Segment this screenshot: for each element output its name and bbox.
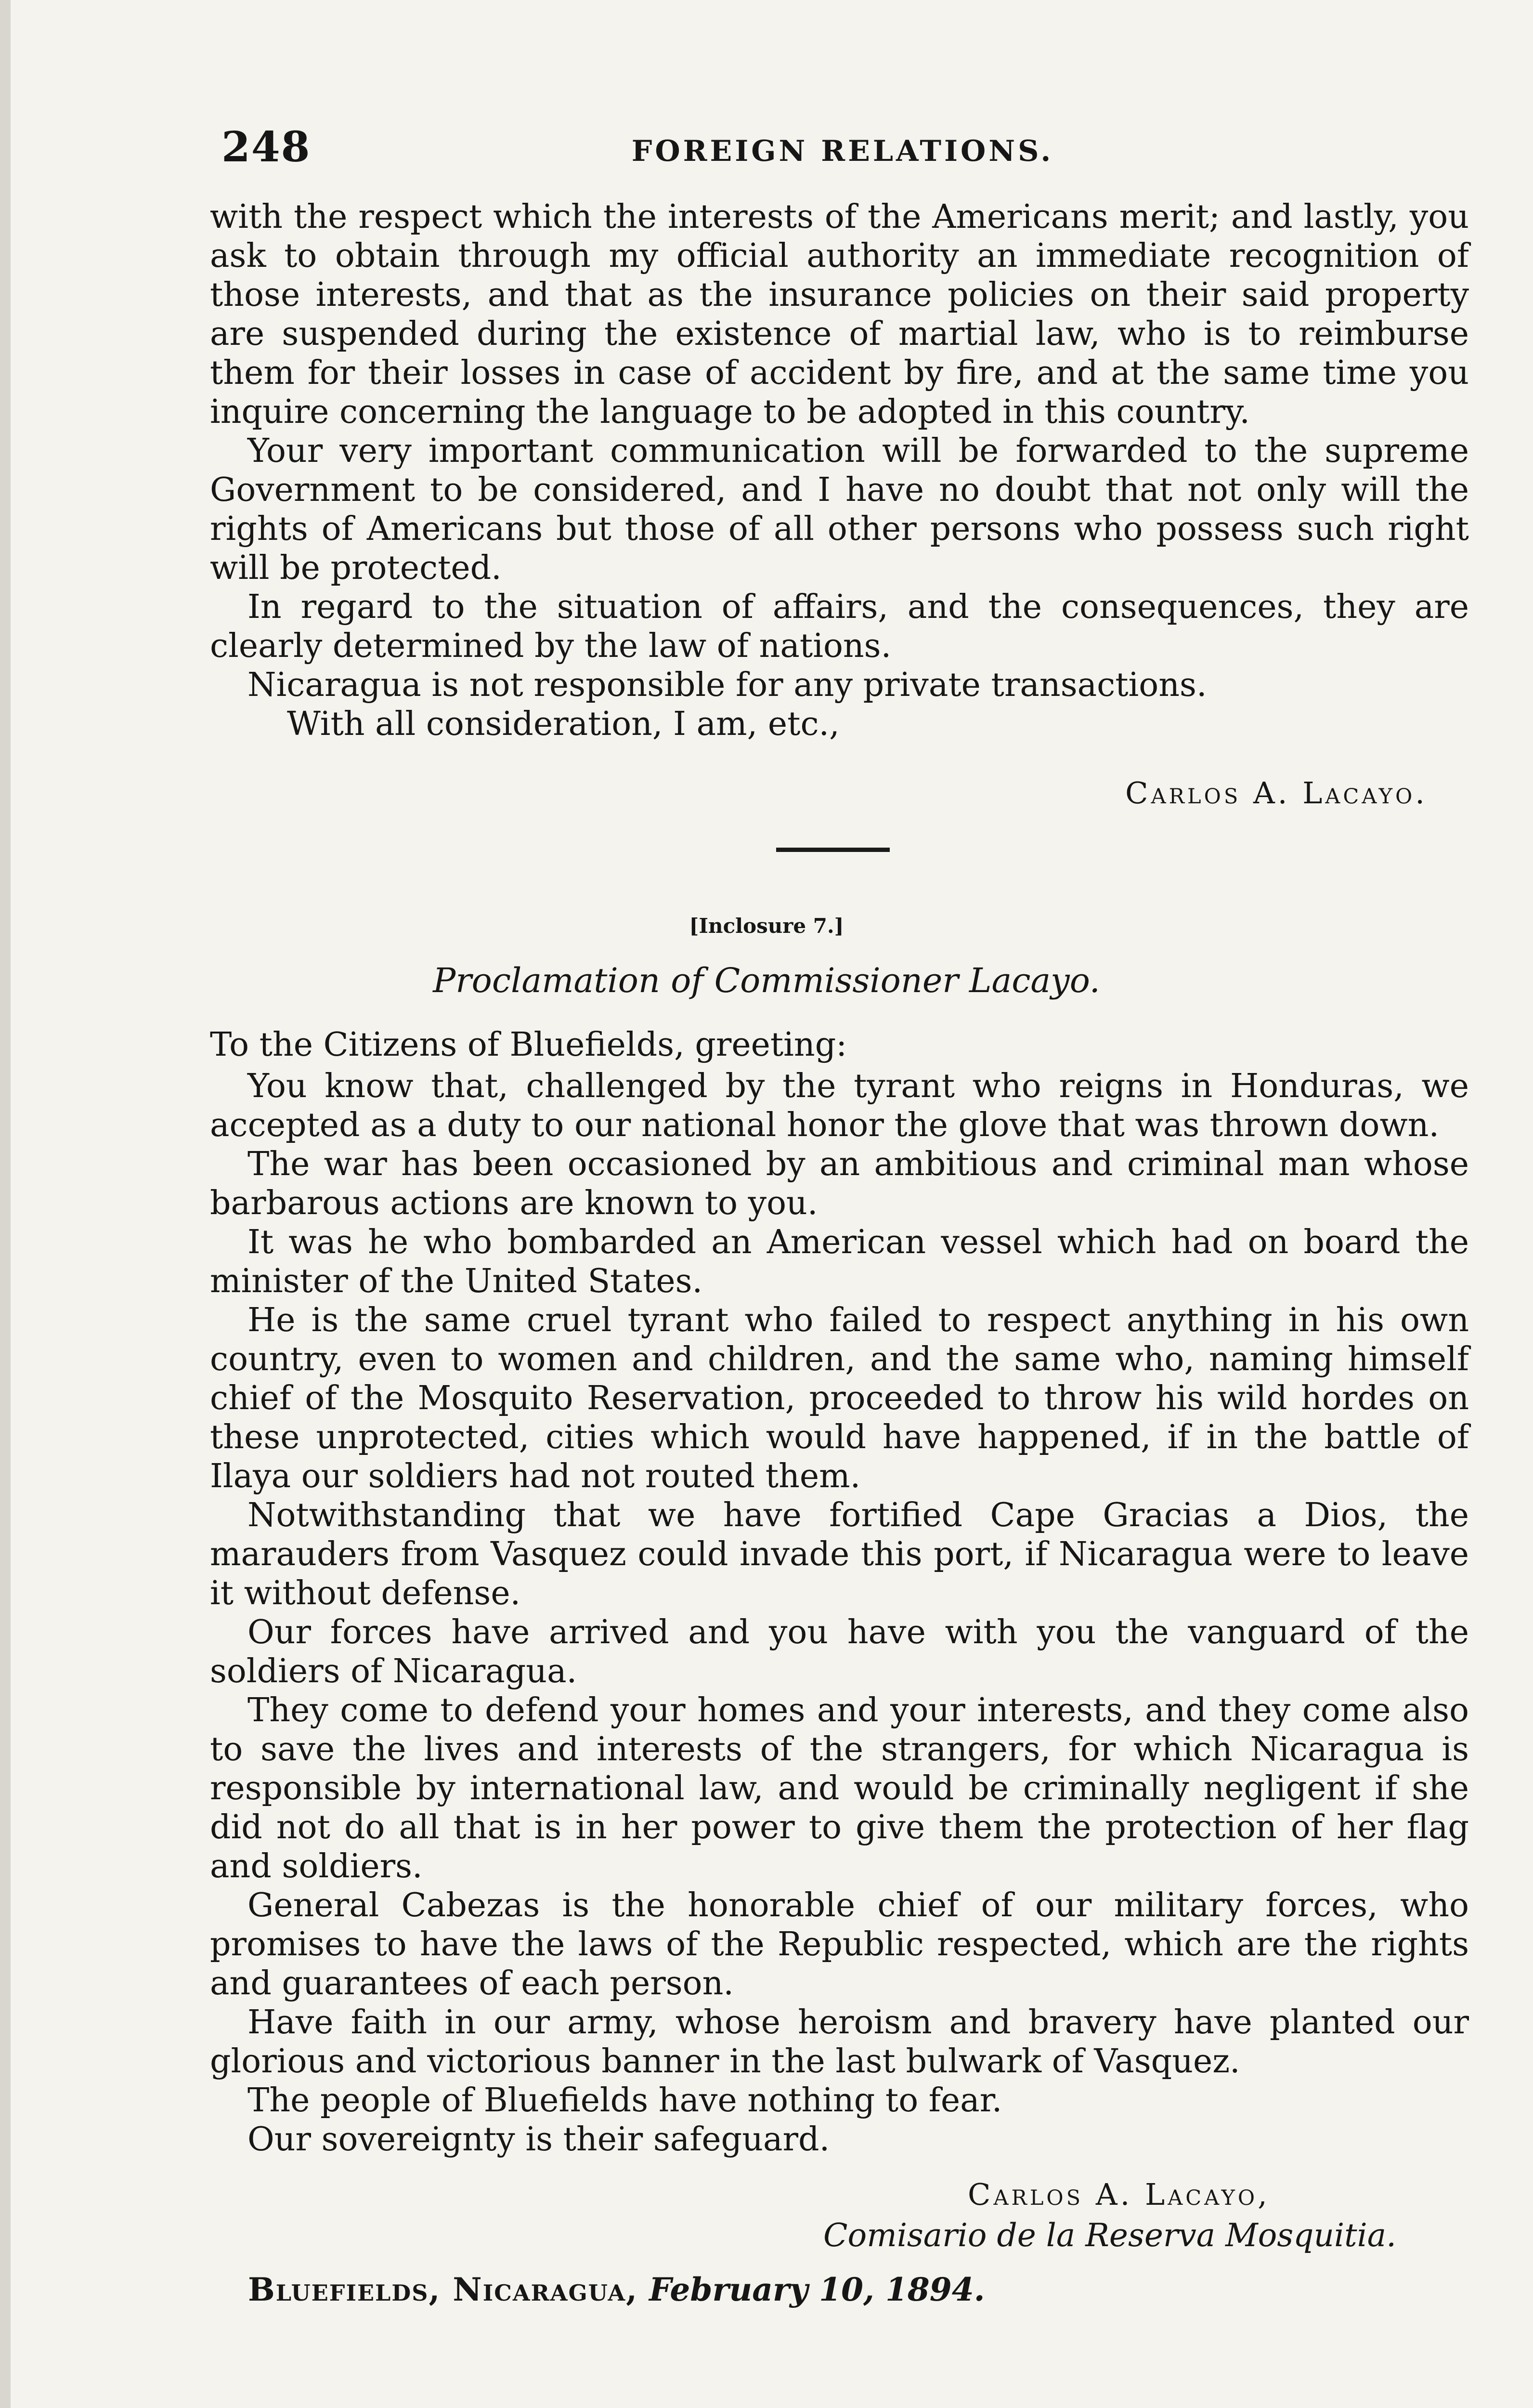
page-header	[212, 123, 1473, 176]
enclosure-label: [Inclosure 7.]	[689, 914, 844, 938]
letter-paragraph: Nicaragua is not responsible for any private transactions.	[247, 666, 1207, 704]
proclamation-paragraph: Notwithstanding that we have fortified Cape Gracias a Dios, the marauders from Vasquez could invade this port, if Nicaragua were to leave it without defense.	[210, 1496, 1469, 1612]
letter-signature: Carlos A. Lacayo.	[1125, 775, 1428, 811]
proclamation-body	[210, 1067, 1469, 2159]
section-divider	[776, 848, 890, 852]
running-title: FOREIGN RELATIONS.	[631, 134, 1054, 168]
letter-closing: With all consideration, I am, etc.,	[287, 705, 840, 743]
letter-paragraph: with the respect which the interests of the Americans merit; and lastly, you ask to obtain through my official authority an immediate recognition of those interests, and that as the insurance policies on their said property are suspended during the existence of martial law, who is to reimburse them for their losses in case of accident by fire, and at the same time you inquire concerning the language to be adopted in this country.	[210, 198, 1469, 431]
proclamation-paragraph: The war has been occasioned by an ambitious and criminal man whose barbarous actions are known to you.	[210, 1145, 1469, 1222]
proclamation-salutation: To the Citizens of Bluefields, greeting:	[210, 1026, 847, 1064]
scan-edge-left	[0, 0, 11, 2408]
dateline	[248, 2271, 985, 2308]
proclamation-signature-title: Comisario de la Reserva Mosquitia.	[823, 2217, 1397, 2254]
proclamation-paragraph: You know that, challenged by the tyrant who reigns in Honduras, we accepted as a duty to our national honor the glove that was thrown down.	[210, 1067, 1469, 1144]
proclamation-signature-name: Carlos A. Lacayo,	[968, 2177, 1270, 2212]
page-number: 248	[221, 123, 311, 171]
proclamation-paragraph: The people of Bluefields have nothing to fear.	[247, 2081, 1002, 2120]
letter-paragraph: In regard to the situation of affairs, and the consequences, they are clearly determined by the law of nations.	[210, 588, 1469, 665]
proclamation-paragraph: Have faith in our army, whose heroism and bravery have planted our glorious and victorious banner in the last bulwark of Vasquez.	[210, 2003, 1469, 2081]
proclamation-title: Proclamation of Commissioner Lacayo.	[433, 961, 1100, 1000]
proclamation-paragraph: He is the same cruel tyrant who failed to respect anything in his own country, even to women and children, and the same who, naming himself chief of the Mosquito Reservation, proceeded to throw his wild hordes on these unprotected, cities which would have happened, if in the battle of Ilaya our soldiers had not routed them.	[210, 1301, 1469, 1495]
proclamation-paragraph: Our sovereignty is their safeguard.	[247, 2120, 830, 2159]
letter-body	[210, 197, 1469, 744]
proclamation-paragraph: It was he who bombarded an American vessel which had on board the minister of the United States.	[210, 1223, 1469, 1300]
proclamation-paragraph: General Cabezas is the honorable chief of our military forces, who promises to have the laws of the Republic respected, which are the rights and guarantees of each person.	[210, 1886, 1469, 2002]
proclamation-paragraph: Our forces have arrived and you have with you the vanguard of the soldiers of Nicaragua.	[210, 1613, 1469, 1690]
dateline-place: Bluefields, Nicaragua,	[248, 2271, 638, 2308]
proclamation-paragraph: They come to defend your homes and your interests, and they come also to save the lives and interests of the strangers, for which Nicaragua is responsible by international law, and would be criminally negligent if she did not do all that is in her power to give them the protection of her flag and soldiers.	[210, 1691, 1469, 1885]
letter-paragraph: Your very important communication will be forwarded to the supreme Government to be considered, and I have no doubt that not only will the rights of Americans but those of all other persons who possess such right will be protected.	[210, 432, 1469, 587]
dateline-date: February 10, 1894.	[649, 2271, 985, 2308]
